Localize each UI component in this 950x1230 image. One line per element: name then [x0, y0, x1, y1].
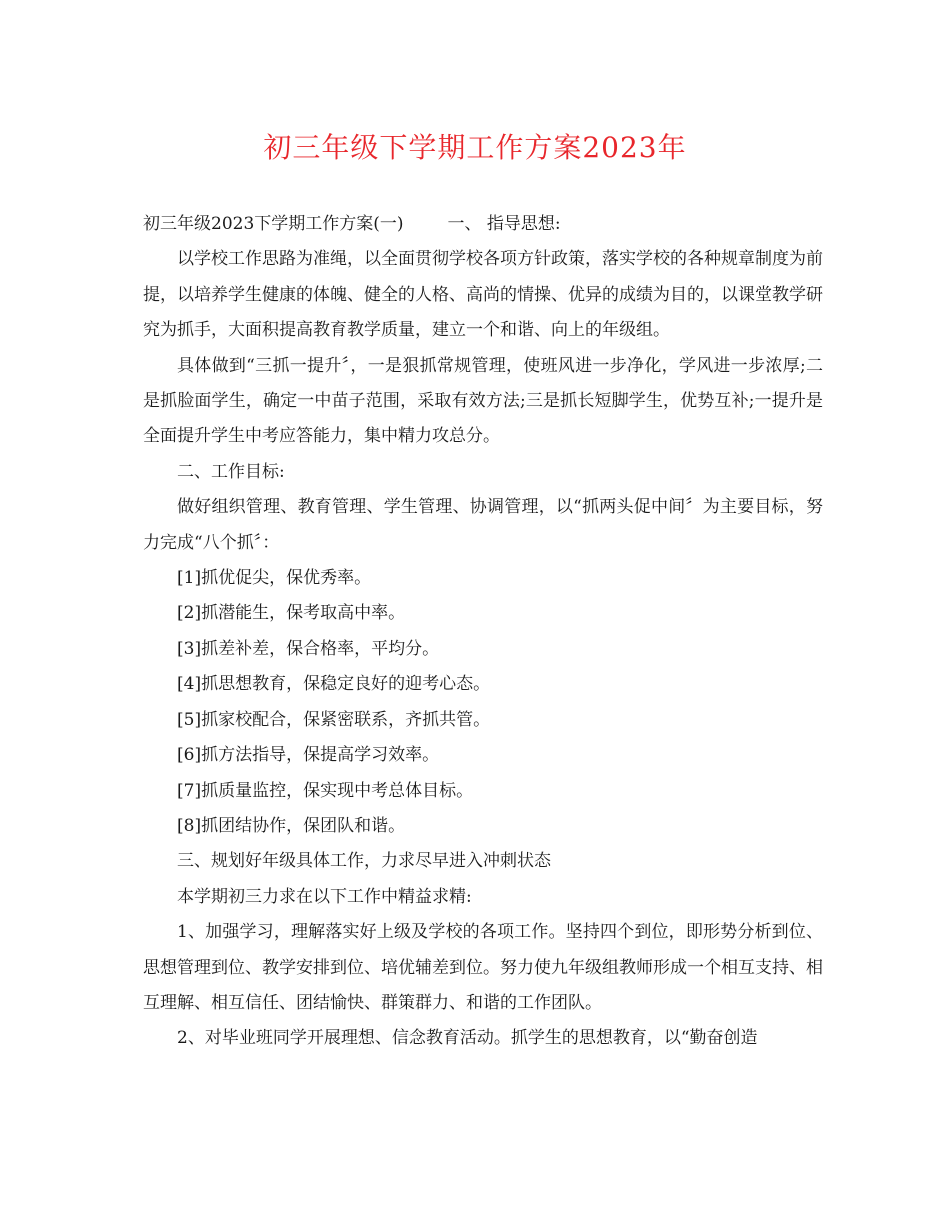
list-item: [5]抓家校配合，保紧密联系，齐抓共管。	[177, 709, 491, 730]
list-item: [8]抓团结协作，保团队和谐。	[177, 815, 406, 836]
intro-heading: 初三年级2023下学期工作方案(一)	[143, 214, 404, 234]
section-heading-work-goals: 二、工作目标:	[177, 461, 285, 482]
list-item: [7]抓质量监控，保实现中考总体目标。	[177, 780, 474, 801]
paragraph-three-and-one: 具体做到“三抓一提升〞，一是狠抓常规管理，使班风进一步净化，学风进一步浓厚;二是抓脸面学生，确定一中苗子范围，采取有效方法;三是抓长短脚学生，优势互补;一提升是全面提升学生中考应答能力，集中精力攻总分。	[143, 355, 823, 447]
section-heading-guiding-thought: 一、 指导思想:	[447, 214, 561, 234]
paragraph-item-1-study: 1、加强学习，理解落实好上级及学校的各项工作。坚持四个到位，即形势分析到位、思想管理到位、教学安排到位、培优辅差到位。努力使九年级组教师形成一个相互支持、相互理解、相互信任、团结愉快、群策群力、和谐的工作团队。	[143, 922, 823, 1013]
document-title: 初三年级下学期工作方案2023年	[263, 131, 687, 164]
paragraph-guiding-principle: 以学校工作思路为准绳，以全面贯彻学校各项方针政策，落实学校的各种规章制度为前提，以培养学生健康的体魄、健全的人格、高尚的情操、优异的成绩为目的，以课堂教学研究为抓手，大面积提高教育教学质量，建立一个和谐、向上的年级组。	[143, 249, 823, 341]
paragraph-semester-focus: 本学期初三力求在以下工作中精益求精:	[177, 886, 472, 907]
paragraph-item-2-ideals: 2、对毕业班同学开展理想、信念教育活动。抓学生的思想教育，以“勤奋创造	[177, 1028, 758, 1049]
list-item: [6]抓方法指导，保提高学习效率。	[177, 745, 440, 766]
list-item: [2]抓潜能生，保考取高中率。	[177, 603, 406, 624]
list-item: [3]抓差补差，保合格率，平均分。	[177, 638, 440, 659]
section-heading-grade-planning: 三、规划好年级具体工作，力求尽早进入冲刺状态	[177, 851, 551, 872]
paragraph-management-goals: 做好组织管理、教育管理、学生管理、协调管理，以“抓两头促中间〞为主要目标，努力完成“八个抓〞：	[143, 497, 823, 553]
intro-line	[143, 207, 823, 242]
document-body	[143, 207, 823, 1057]
list-item: [1]抓优促尖，保优秀率。	[177, 568, 372, 589]
list-item: [4]抓思想教育，保稳定良好的迎考心态。	[177, 674, 491, 695]
